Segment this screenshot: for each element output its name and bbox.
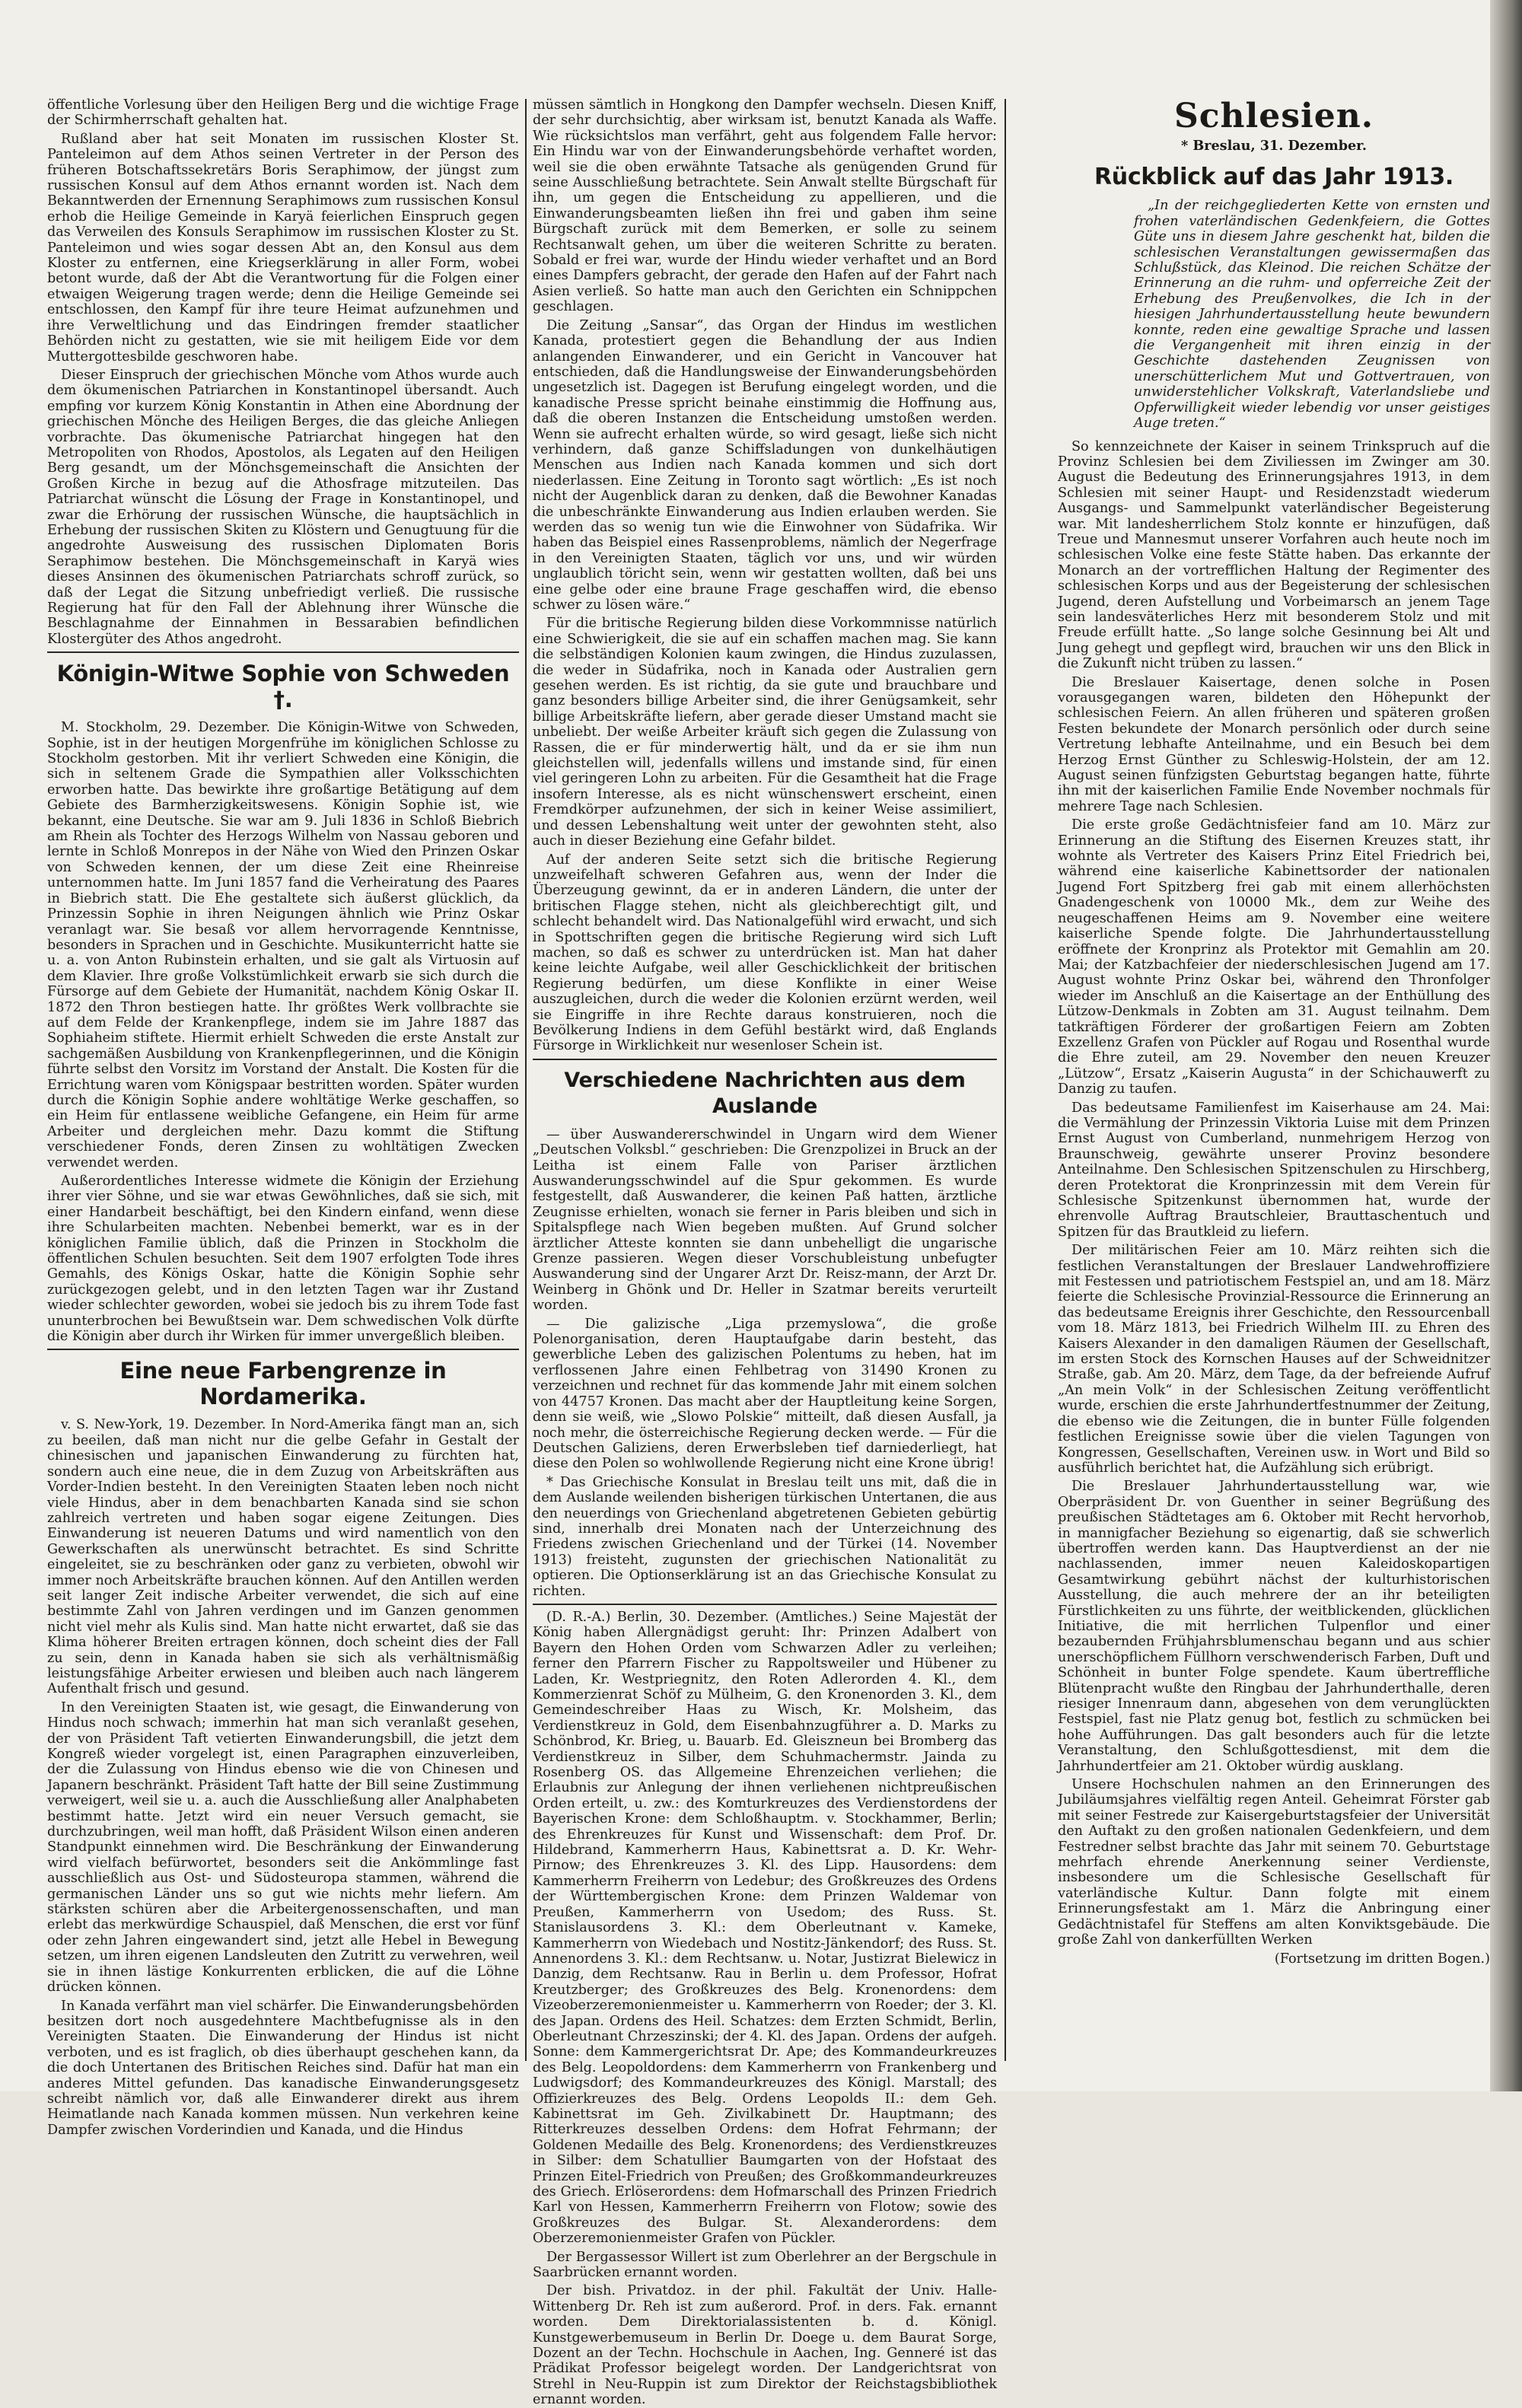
paragraph: * Das Griechische Konsulat in Breslau teilt uns mit, daß die in dem Auslande weilenden bisherigen türkischen Untertanen, die aus den neuerdings von Griechenland abgetretenen Gebieten gebürtig sind, innerhalb drei Monaten nach der Unterzeichnung des Friedens zwischen Griechenland und der Türkei (14. November 1913) freisteht, zugunsten der griechischen Nationalität zu optieren. Die Optionserklärung ist an das Griechische Konsulat zu richten.	[533, 1474, 997, 1599]
paragraph: müssen sämtlich in Hongkong den Dampfer wechseln. Diesen Kniff, der sehr durchsichtig, aber wirksam ist, benutzt Kanada als Waffe. Wie rücksichtslos man verfährt, geht aus folgendem Falle hervor: Ein Hindu war von der Einwanderungsbehörde verhaftet worden, weil sie die oben erwähnte Tatsache als genügenden Grund für seine Ausschließung betrachtete. Sein Anwalt stellte Bürgschaft für ihn, um gegen die Entscheidung zu appellieren, und die Einwanderungsbeamten ließen ihn frei und gaben ihm seine Bürgschaft zurück mit dem Bemerken, er solle zu seinem Rechtsanwalt gehen, um über die weiteren Schritte zu beraten. Sobald er frei war, wurde der Hindu wieder verhaftet und an Bord eines Dampfers gebracht, der gerade den Hafen auf der Fahrt nach Asien verließ. So hatte man auch den Gerichten ein Schnippchen geschlagen.	[533, 97, 997, 315]
paragraph: öffentliche Vorlesung über den Heiligen Berg und die wichtige Frage der Schirmherrschaft gehalten hat.	[47, 97, 519, 129]
paragraph: M. Stockholm, 29. Dezember. Die Königin-Witwe von Schweden, Sophie, ist in der heutigen Morgenfrühe im königlichen Schlosse zu Stockholm gestorben. Mit ihr verliert Schweden eine Königin, die sich in seltenem Grade die Sympathien aller Volksschichten erworben hatte. Das bewirkte ihre großartige Betätigung auf dem Gebiete des Barmherzigkeitswesens. Königin Sophie ist, wie bekannt, eine Deutsche. Sie war am 9. Juli 1836 in Schloß Biebrich am Rhein als Tochter des Herzogs Wilhelm von Nassau geboren und lernte in Schloß Monrepos in der Nähe von Wied den Prinzen Oskar von Schweden kennen, der um diese Zeit eine Rheinreise unternommen hatte. Im Juni 1857 fand die Verheiratung des Paares in Biebrich statt. Die Ehe gestaltete sich äußerst glücklich, da Prinzessin Sophie in ihren Neigungen ähnlich wie Prinz Oskar veranlagt war. Sie besaß vor allem hervorragende Kenntnisse, besonders in Sprachen und in Geschichte. Musikunterricht hatte sie u. a. von Anton Rubinstein erhalten, und sie galt als Virtuosin auf dem Klavier. Ihre große Volkstümlichkeit erwarb sie sich durch die Fürsorge auf dem Gebiete der Humanität, nachdem König Oskar II. 1872 den Thron bestiegen hatte. Ihr größtes Werk vollbrachte sie auf dem Felde der Krankenpflege, indem sie im Jahre 1887 das Sophiaheim stiftete. Hiermit erhielt Schweden die erste Anstalt zur sachgemäßen Ausbildung von Krankenpflegerinnen, und die Königin führte selbst den Vorsitz im Vorstand der Anstalt. Die Kosten für die Errichtung waren vom Königspaar bestritten worden. Später wurden durch die Königin Sophie andere wohltätige Werke geschaffen, so ein Heim für entlassene weibliche Gefangene, ein Heim für arme Arbeiter und dergleichen mehr. Dazu kommt die Stiftung verschiedener Fonds, deren Zinsen zu wohltätigen Zwecken verwendet werden.	[47, 720, 519, 1171]
separator	[47, 1349, 519, 1350]
separator	[533, 1604, 997, 1605]
paragraph: Rußland aber hat seit Monaten im russischen Kloster St. Panteleimon auf dem Athos seinen Vertreter in der Person des früheren Botschaftssekretärs Boris Seraphimow, der jüngst zum russischen Konsul auf dem Athos ernannt worden ist. Nach dem Bekanntwerden der Ernennung Seraphimows zum russischen Konsul erhob die Heilige Gemeinde in Karyä feierlichen Einspruch gegen das Verweilen des Konsuls Seraphimow im russischen Kloster zu St. Panteleimon und wies sogar dessen Abt an, den Konsul aus dem Kloster zu entfernen, eine Kriegserklärung in aller Form, wobei betont wurde, daß der Abt die Verantwortung für die Folgen einer etwaigen Weigerung tragen werde; denn die Heilige Gemeinde sei entschlossen, den Kampf für ihre teure Heimat aufzunehmen und ihre Verweltlichung und das Eindringen fremder staatlicher Behörden nicht zu gestatten, wie sie mit heiligem Eide vor dem Muttergottesbilde geschworen habe.	[47, 131, 519, 365]
headline-farbengrenze: Eine neue Farbengrenze in Nordamerika.	[119, 1358, 447, 1410]
headline-rueckblick: Rückblick auf das Jahr 1913.	[1094, 164, 1454, 191]
column-1	[47, 97, 519, 2138]
paragraph: (D. R.-A.) Berlin, 30. Dezember. (Amtliches.) Seine Majestät der König haben Allergnädigst geruht: Ihr: Prinzen Adalbert von Bayern den Hohen Orden vom Schwarzen Adler zu verleihen; ferner den Pfarrern Fischer zu Rappoltsweiler und Hübener zu Laden, Kr. Westpriegnitz, den Roten Adlerorden 4. Kl., dem Kommerzienrat Schöf zu Mülheim, G. den Kronenorden 3. Kl., dem Gemeindeschreiber Haas zu Wisch, Kr. Molsheim, das Verdienstkreuz in Gold, dem Eisenbahnzugführer a. D. Marks zu Schönbrod, Kr. Brieg, u. Bauarb. Ed. Gleiszneun bei Bromberg das Verdienstkreuz in Silber, dem Schuhmachermstr. Jainda zu Rosenberg OS. das Allgemeine Ehrenzeichen verliehen; die Erlaubnis zur Anlegung der ihnen verliehenen nichtpreußischen Orden erteilt, u. zw.: des Komturkreuzes des Verdienstordens der Bayerischen Krone: dem Schloßhauptm. v. Stockhammer, Berlin; des Ehrenkreuzes für Kunst und Wissenschaft: dem Prof. Dr. Hildebrand, Kammerherrn Haus, Kabinettsrat a. D. Kr. Wehr-Pirnow; des Ehrenkreuzes 3. Kl. des Lipp. Hausordens: dem Kammerherrn Freiherrn von Ledebur; des Großkreuzes des Ordens der Württembergischen Krone: dem Prinzen Waldemar von Preußen, Kammerherrn von Usedom; des Russ. St. Stanislausordens 3. Kl.: dem Oberleutnant v. Kameke, Kammerherrn von Wiedebach und Nostitz-Jänkendorf; des Russ. St. Annenordens 3. Kl.: dem Rechtsanw. u. Notar, Justizrat Bielewicz in Danzig, dem Rechtsanw. Rau in Berlin u. dem Professor, Hofrat Kreutzberger; des Großkreuzes des Belg. Kronenordens: dem Vizeoberzeremonienmeister u. Kammerherrn von Roeder; der 3. Kl. des Japan. Ordens des Heil. Schatzes: dem Erzten Schmidt, Berlin, Oberleutnant Chrzeszinski; der 4. Kl. des Japan. Ordens der aufgeh. Sonne: dem Kammergerichtsrat Dr. Ape; des Kommandeurkreuzes des Belg. Leopoldordens: dem Kammerherrn von Frankenberg und Ludwigsdorf; des Kommandeurkreuzes des Königl. Marstall; des Offizierkreuzes des Belg. Ordens Leopolds II.: dem Geh. Kabinettsrat im Geh. Zivilkabinett Dr. Hauptmann; des Ritterkreuzes desselben Ordens: dem Hofrat Fehrmann; der Goldenen Medaille des Belg. Kronenordens; des Verdienstkreuzes in Silber: dem Schatullier Baumgarten von der Hofstaat des Prinzen Eitel-Friedrich von Preußen; des Großkommandeurkreuzes des Griech. Erlöserordens: dem Hofmarschall des Prinzen Friedrich Karl von Hessen, Kammerherrn Freiherrn von Flotow; sowie des Großkreuzes des Bulgar. St. Alexanderordens: dem Oberzeremonienmeister Grafen von Pückler.	[533, 1609, 997, 2247]
page-binding-edge	[1490, 0, 1522, 2091]
paragraph: Außerordentliches Interesse widmete die Königin der Erziehung ihrer vier Söhne, und sie war etwas Gewöhnliches, daß sie sich, mit einer Handarbeit beschäftigt, bei den Kindern einfand, wenn diese ihre Schularbeiten machten. Nebenbei bemerkt, war es in der königlichen Familie üblich, daß die Prinzen in Stockholm die öffentlichen Schulen besuchten. Seit dem 1907 erfolgten Tode ihres Gemahls, des Königs Oskar, hatte die Königin Sophie sehr zurückgezogen gelebt, und in den letzten Tagen war ihr Zustand wieder schlechter geworden, wobei sie jedoch bis zu ihrem Tode fast ununterbrochen bei Bewußtsein war. Dem schwedischen Volk dürfte die Königin aber durch ihr Wirken für immer unvergeßlich bleiben.	[47, 1174, 519, 1345]
paragraph: Auf der anderen Seite setzt sich die britische Regierung unzweifelhaft schweren Gefahren aus, wenn der Inder die Überzeugung gewinnt, da er in anderen Ländern, die unter der britischen Flagge stehen, nicht als gleichberechtigt gilt, und schlecht behandelt wird. Das Nationalgefühl wird erwacht, und sich in Spottschriften gegen die britische Regierung wird sich Luft machen, so daß es schwer zu unterdrücken ist. Man hat daher keine leichte Aufgabe, weil aller Geschicklichkeit der britischen Regierung bedürfen, um diese Konflikte in einer Weise auszugleichen, durch die weder die Kolonien erzürnt werden, weil sie Eingriffe in ihre Rechte daraus konstruieren, noch die Bevölkerung Indiens in dem Gefühl bestärkt wird, daß Englands Fürsorge in Wirklichkeit nur wesenloser Schein ist.	[533, 852, 997, 1054]
paragraph: Die erste große Gedächtnisfeier fand am 10. März zur Erinnerung an die Stiftung des Eisernen Kreuzes statt, ihr wohnte als Vertreter des Kaisers Prinz Eitel Friedrich bei, während eine kaiserliche Kabinettsorder der nationalen Jugend Fort Spitzberg frei gab mit einem allerhöchsten Gnadengeschenk von 10000 Mk., dem zur Weihe des neugeschaffenen Heims am 9. November eine weitere kaiserliche Spende folgte. Die Jahrhundertausstellung eröffnete der Kronprinz als Protektor mit Gemahlin am 20. Mai; der Katzbachfeier der niederschlesischen Jugend am 17. August wohnte Prinz Oskar bei, während den Thronfolger wieder im Anschluß an die Kaisertage an der Enthüllung des Lützow-Denkmals in Zobten am 31. August teilnahm. Dem tatkräftigen Förderer der großartigen Feiern am Zobten Exzellenz Grafen von Pückler auf Rogau und Rosenthal wurde die Ehre zuteil, am 29. November den neuen Kreuzer „Lützow“, Ersatz „Kaiserin Augusta“ in der Schichauwerft zu Danzig zu taufen.	[1058, 817, 1490, 1097]
quote: „In der reichgegliederten Kette von ernsten und frohen vaterländischen Gedenkfeiern, die Gottes Güte uns in diesem Jahre geschenkt hat, bilden die schlesischen Veranstaltungen gewissermaßen das Schlußstück, das Kleinod. Die reichen Schätze der Erinnerung an die ruhm- und opferreiche Zeit der Erhebung des Preußenvolkes, die Ich in der hiesigen Jahrhundertausstellung heute bewundern konnte, reden eine gewaltige Sprache und lassen die Vergangenheit mit ihren einzig in der Geschichte dastehenden Zeugnissen von unerschütterlichem Mut und Gottvertrauen, von unwiderstehlicher Volkskraft, Vaterlandsliebe und Opferwilligkeit wieder lebendig vor unser geistiges Auge treten.“	[1134, 198, 1490, 432]
column-2	[533, 97, 997, 2408]
paragraph: Der Bergassessor Willert ist zum Oberlehrer an der Bergschule in Saarbrücken ernannt worden.	[533, 2249, 997, 2281]
paragraph: — über Auswandererschwindel in Ungarn wird dem Wiener „Deutschen Volksbl.“ geschrieben: Die Grenzpolizei in Bruck an der Leitha ist einem Falle von Pariser ärztlichen Auswanderungsschwindel auf die Spur gekommen. Es wurde festgestellt, daß Auswanderer, die keinen Paß hatten, ärztliche Zeugnisse erhielten, wonach sie ferner in Paris bleiben und sich in Spitalspflege nach Wien begeben mußten. Auf Grund solcher ärztlicher Atteste konnten sie dann unbehelligt die ungarische Grenze passieren. Wegen dieser Vorschubleistung unbefugter Auswanderung sind der Ungarer Arzt Dr. Reisz-mann, der Arzt Dr. Weinberg in Ghönk und Dr. Heller in Szatmar bereits verurteilt worden.	[533, 1126, 997, 1314]
paragraph: So kennzeichnete der Kaiser in seinem Trinkspruch auf die Provinz Schlesien bei dem Ziviliessen im Zwinger am 30. August die Bedeutung des Erinnerungsjahres 1913, in dem Schlesien mit seiner Haupt- und Residenzstadt wiederum Ausgangs- und Sammelpunkt vaterländischer Begeisterung war. Mit landesherrlichem Stolz konnte er hinzufügen, daß Treue und Mannesmut unserer Vorfahren auch heute noch im schlesischen Volke eine feste Stätte haben. Das erkannte der Monarch an der vortrefflichen Haltung der Regimenter des schlesischen Korps und aus der Begeisterung der schlesischen Jugend, deren Aufstellung und Vorbeimarsch an jenem Tage sein landesväterliches Herz mit besonderem Stolz und mit Freude erfüllt hatte. „So lange solche Gesinnung bei Alt und Jung gehegt und gepflegt wird, brauchen wir uns den Blick in die Zukunft nicht trüben zu lassen.“	[1058, 438, 1490, 672]
headline-ausland: Verschiedene Nachrichten aus dem Auslande	[564, 1068, 966, 1118]
column-rule-1	[525, 99, 527, 2061]
paragraph: Dieser Einspruch der griechischen Mönche vom Athos wurde auch dem ökumenischen Patriarchen in Konstantinopel übersandt. Auch empfing vor kurzem König Konstantin in Athen eine Abordnung der griechischen Mönche des Heiligen Berges, die das gleiche Anliegen vorbrachte. Das ökumenische Patriarchat hingegen hat den Metropoliten von Rhodos, Apostolos, als Legaten auf den Heiligen Berg gesandt, um der Mönchsgemeinschaft die Ansichten der Großen Kirche in bezug auf die Athosfrage mitzuteilen. Das Patriarchat wünscht die Lösung der Frage in Konstantinopel, und zwar die Erhörung der russischen Wünsche, die hauptsächlich in Erhebung der russischen Skiten zu Klöstern und Genugtuung für die angedrohte Ausweisung des russischen Diplomaten Boris Seraphimow bestehen. Die Mönchsgemeinschaft in Karyä wies dieses Ansinnen des ökumenischen Patriarchats schroff zurück, so daß der Legat die Sitzung unbefriedigt verließ. Die russische Regierung hat für den Fall der Ablehnung ihrer Wünsche die Beschlagnahme der Einnahmen in Bessarabien befindlichen Klostergüter des Athos angedroht.	[47, 367, 519, 647]
paragraph: Für die britische Regierung bilden diese Vorkommnisse natürlich eine Schwierigkeit, die sie auf ein schaffen machen mag. Sie kann die selbständigen Kolonien kaum zwingen, die Hindus zuzulassen, die weder in Südafrika, noch in Kanada oder Australien gern gesehen werden. Es ist richtig, da sie gute und brauchbare und ganz besonders billige Arbeiter sind, die ihrer Genügsamkeit, sehr billige Arbeitskräfte liefern, aber gerade dieser Umstand macht sie unbeliebt. Der weiße Arbeiter kräuft sich gegen die Zulassung von Rassen, die er für minderwertig hält, und da er sie ihm nun gleichstellen will, jedenfalls willens und imstande sind, für einen viel geringeren Lohn zu arbeiten. Für die Gesamtheit hat die Frage insofern Interesse, als es nicht wünschenswert erscheint, einen Fremdkörper aufzunehmen, der sich in keiner Weise assimiliert, und dessen Lebenshaltung weit unter der gewohnten steht, also auch in dieser Beziehung eine Gefahr bildet.	[533, 616, 997, 849]
paragraph: Die Breslauer Kaisertage, denen solche in Posen vorausgegangen waren, bildeten den Höhepunkt der schlesischen Feiern. An allen früheren und späteren großen Festen bekundete der Monarch persönlich oder durch seine Vertretung lebhafte Anteilnahme, und ein Besuch bei dem Herzog Ernst Günther zu Schleswig-Holstein, der am 12. August seinen fünfzigsten Geburtstag begangen hatte, führte ihn mit der kaiserlichen Familie Ende November nochmals für mehrere Tage nach Schlesien.	[1058, 674, 1490, 814]
paragraph: In den Vereinigten Staaten ist, wie gesagt, die Einwanderung von Hindus noch schwach; immerhin hat man sich veranlaßt gesehen, der von Präsident Taft vetierten Einwanderungsbill, die jetzt dem Kongreß wieder vorgelegt ist, einen Paragraphen einzuverleiben, der die Zulassung von Hindus ebenso wie die von Chinesen und Japanern beschränkt. Präsident Taft hatte der Bill seine Zustimmung verweigert, weil sie u. a. auch die Ausschließung aller Analphabeten bestimmt hatte. Jetzt wird ein neuer Versuch gemacht, sie durchzubringen, weil man hofft, daß Präsident Wilson einen anderen Standpunkt einnehmen wird. Die Beschränkung der Einwanderung wird vielfach befürwortet, besonders seit die Ankömmlinge fast ausschließlich aus Ost- und Südosteuropa stammen, während die germanischen Länder uns so gut wie nichts mehr liefern. Am stärksten schüren aber die Arbeitergenossenschaften, und man erlebt das merkwürdige Schauspiel, daß Menschen, die erst vor fünf oder zehn Jahren eingewandert sind, jetzt alle Hebel in Bewegung setzen, um ihren eigenen Landsleuten den Zutritt zu verwehren, weil sie in ihnen lästige Konkurrenten erblicken, die auf die Löhne drücken können.	[47, 1699, 519, 1996]
paragraph: Das bedeutsame Familienfest im Kaiserhause am 24. Mai: die Vermählung der Prinzessin Viktoria Luise mit dem Prinzen Ernst August von Cumberland, nunmehrigem Herzog von Braunschweig, gewährte unserer Provinz besondere Anteilnahme. Den Schlesischen Spitzenschulen zu Hirschberg, deren Protektorat die Kronprinzessin mit dem Verein für Schlesische Spitzenkunst übernommen hat, wurde der ehrenvolle Auftrag Brautschleier, Brauttaschentuch und Spitzen für das Brautkleid zu liefern.	[1058, 1100, 1490, 1240]
section-title: Schlesien.	[1173, 97, 1374, 135]
paragraph: v. S. New-York, 19. Dezember. In Nord-Amerika fängt man an, sich zu beeilen, daß man nicht nur die gelbe Gefahr in Gestalt der chinesischen und japanischen Einwanderung zu fürchten hat, sondern auch eine neue, die in dem Zuzug von Arbeitskräften aus Vorder-Indien besteht. In den Vereinigten Staaten leben noch nicht viele Hindus, aber in dem benachbarten Kanada sind sie schon zahlreich vertreten und haben sogar eigene Zeitungen. Dies Einwanderung ist neueren Datums und wird namentlich von den Gewerkschaften als unerwünscht betrachtet. Es sind Schritte eingeleitet, sie zu beschränken oder ganz zu verbieten, obwohl wir immer noch Arbeitskräfte brauchen können. Auf den Antillen werden seit langer Zeit indische Arbeiter verwendet, die sich auf eine bestimmte Zahl von Jahren verdingen und im Ganzen genommen nicht viel mehr als Kulis sind. Man hatte nicht erwartet, daß sie das Klima höherer Breiten ertragen können, doch scheint dies der Fall zu sein, denn in Kanada haben sie sich als verhältnismäßig leistungsfähige Arbeiter erwiesen und bleiben auch nach längerem Aufenthalt frisch und gesund.	[47, 1417, 519, 1697]
paragraph: Der bish. Privatdoz. in der phil. Fakultät der Univ. Halle-Wittenberg Dr. Reh ist zum außerord. Prof. in ders. Fak. ernannt worden. Dem Direktorialassistenten b. d. Königl. Kunstgewerbemuseum in Berlin Dr. Doege u. dem Baurat Sorge, Dozent an der Techn. Hochschule in Aachen, Ing. Genneré ist das Prädikat Professor beigelegt worden. Der Landgerichtsrat von Strehl in Neu-Ruppin ist zum Direktor der Reichstagsbibliothek ernannt worden.	[533, 2283, 997, 2408]
column-3	[1058, 97, 1490, 2061]
dateline: * Breslau, 31. Dezember.	[1181, 138, 1367, 154]
separator	[533, 1059, 997, 1060]
separator	[47, 651, 519, 653]
paragraph: — Die galizische „Liga przemyslowa“, die große Polenorganisation, deren Hauptaufgabe darin besteht, das gewerbliche Leben des galizischen Polentums zu heben, hat im verflossenen Jahre einen Fehlbetrag von 31490 Kronen zu verzeichnen und rechnet für das kommende Jahr mit einem solchen von 44757 Kronen. Das macht aber der Hauptleitung keine Sorgen, denn sie weiß, wie „Slowo Polskie“ mitteilt, daß diesen Ausfall, ja noch mehr, die österreichische Regierung decken werde. — Für die Deutschen Galiziens, deren Erwerbsleben tief darniederliegt, hat diese den Polen so wohlwollende Regierung nicht eine Krone übrig!	[533, 1316, 997, 1472]
paragraph: Unsere Hochschulen nahmen an den Erinnerungen des Jubiläumsjahres vielfältig regen Anteil. Geheimrat Förster gab mit seiner Festrede zur Kaisergeburtstagsfeier der Universität den Auftakt zu den großen nationalen Gedenkfeiern, und dem Festredner selbst brachte das Jahr mit seinem 70. Geburtstage mehrfach ehrende Anerkennung seiner Verdienste, insbesondere um die Schlesische Gesellschaft für vaterländische Kultur. Dann folgte mit einem Erinnerungsfestakt am 1. März die Anbringung einer Gedächtnistafel für Steffens am alten Konviktsgebäude. Die große Zahl von dankerfüllten Werken	[1058, 1777, 1490, 1948]
paragraph: Der militärischen Feier am 10. März reihten sich die festlichen Veranstaltungen der Breslauer Landwehroffiziere mit Festessen und patriotischem Festspiel an, und am 18. März feierte die Schlesische Provinzial-Ressource die Erinnerung an das bedeutsame Ereignis ihrer Geschichte, den Ressourcenball vom 18. März 1813, bei Friedrich Wilhelm III. zu Ehren des Kaisers Alexander in den damaligen Räumen der Gesellschaft, im ersten Stock des Kornschen Hauses auf der Schweidnitzer Straße, gab. Am 20. März, dem Tage, da der befreiende Aufruf „An mein Volk“ in der Schlesischen Zeitung veröffentlicht wurde, erschien die erste Jahrhundertfestnummer der Zeitung, die ebenso wie die Zeitungen, die in bunter Fülle folgenden festlichen Ereignisse sowie über die vielen Tagungen von Kongressen, Gesellschaften, Vereinen usw. in Wort und Bild so ausführlich berichtet hat, die Aufzählung sich erübrigt.	[1058, 1243, 1490, 1476]
headline-sophie: Königin-Witwe Sophie von Schweden †.	[56, 661, 510, 713]
column-rule-2	[1005, 99, 1006, 2061]
continuation-note: (Fortsetzung im dritten Bogen.)	[1274, 1951, 1490, 1967]
paragraph: In Kanada verfährt man viel schärfer. Die Einwanderungsbehörden besitzen dort noch ausgedehntere Machtbefugnisse als in den Vereinigten Staaten. Die Einwanderung der Hindus ist nicht verboten, und es ist fraglich, ob dies überhaupt geschehen kann, da die doch Untertanen des Britischen Reiches sind. Dafür hat man ein anderes Mittel gefunden. Das kanadische Einwanderungsgesetz schreibt nämlich vor, daß alle Einwanderer direkt aus ihrem Heimatlande nach Kanada kommen müssen. Nun verkehren keine Dampfer zwischen Vorderindien und Kanada, und die Hindus	[47, 1998, 519, 2138]
paragraph: Die Breslauer Jahrhundertausstellung war, wie Oberpräsident Dr. von Guenther in seiner Begrüßung des preußischen Städtetages am 6. Oktober mit Recht hervorhob, in mannigfacher Beziehung so eigenartig, daß sie schwerlich übertroffen werden kann. Das Hauptverdienst an der nie nachlassenden, immer neuen Kaleidoskopartigen Gesamtwirkung gebührt nächst der kulturhistorischen Ausstellung, die auch mehrere der an ihr beteiligten Fürstlichkeiten zu uns führte, der weitblickenden, glücklichen Initiative, die mit herrlichen Tulpenflor und einer bezaubernden Frühjahrsblumenschau begann und aus schier unerschöpflichem Füllhorn verschwenderisch Farben, Duft und Schönheit in bunter Folge spendete. Kaum übertreffliche Blütenpracht wußte den Ringbau der Jahrhunderthalle, deren riesiger Innenraum dann, abgesehen von dem verunglückten Festspiel, fast nie Platz genug bot, festlich zu schmücken bei hohe Aufführungen. Das galt besonders auch für die letzte Veranstaltung, den Schlußgottesdienst, mit dem die Jahrhundertfeier am 21. Oktober würdig ausklang.	[1058, 1479, 1490, 1774]
paragraph: Die Zeitung „Sansar“, das Organ der Hindus im westlichen Kanada, protestiert gegen die Behandlung der aus Indien anlangenden Einwanderer, und ein Gericht in Vancouver hat entschieden, daß die Handlungsweise der Einwanderungsbehörden ungesetzlich ist. Dagegen ist Berufung eingelegt worden, und die kanadische Presse spricht beinahe einstimmig die Hoffnung aus, daß die oberen Instanzen die Entscheidung umstoßen werden. Wenn sie aufrecht erhalten würde, so wird gesagt, ließe sich nicht verhindern, daß ganze Schiffsladungen von dunkelhäutigen Menschen aus Indien nach Kanada kommen und sich dort niederlassen. Eine Zeitung in Toronto sagt wörtlich: „Es ist noch nicht der Augenblick daran zu denken, daß die Bewohner Kanadas die unbeschränkte Einwanderung aus Indien erlauben werden. Sie werden das so wenig tun wie die Einwohner von Südafrika. Wir haben das Beispiel eines Rassenproblems, nämlich der Negerfrage in den Vereinigten Staaten, täglich vor uns, und wir würden unglaublich töricht sein, wenn wir gestatten wollten, daß bei uns eine gelbe oder eine braune Frage geschaffen wird, die ebenso schwer zu lösen wäre.“	[533, 317, 997, 613]
